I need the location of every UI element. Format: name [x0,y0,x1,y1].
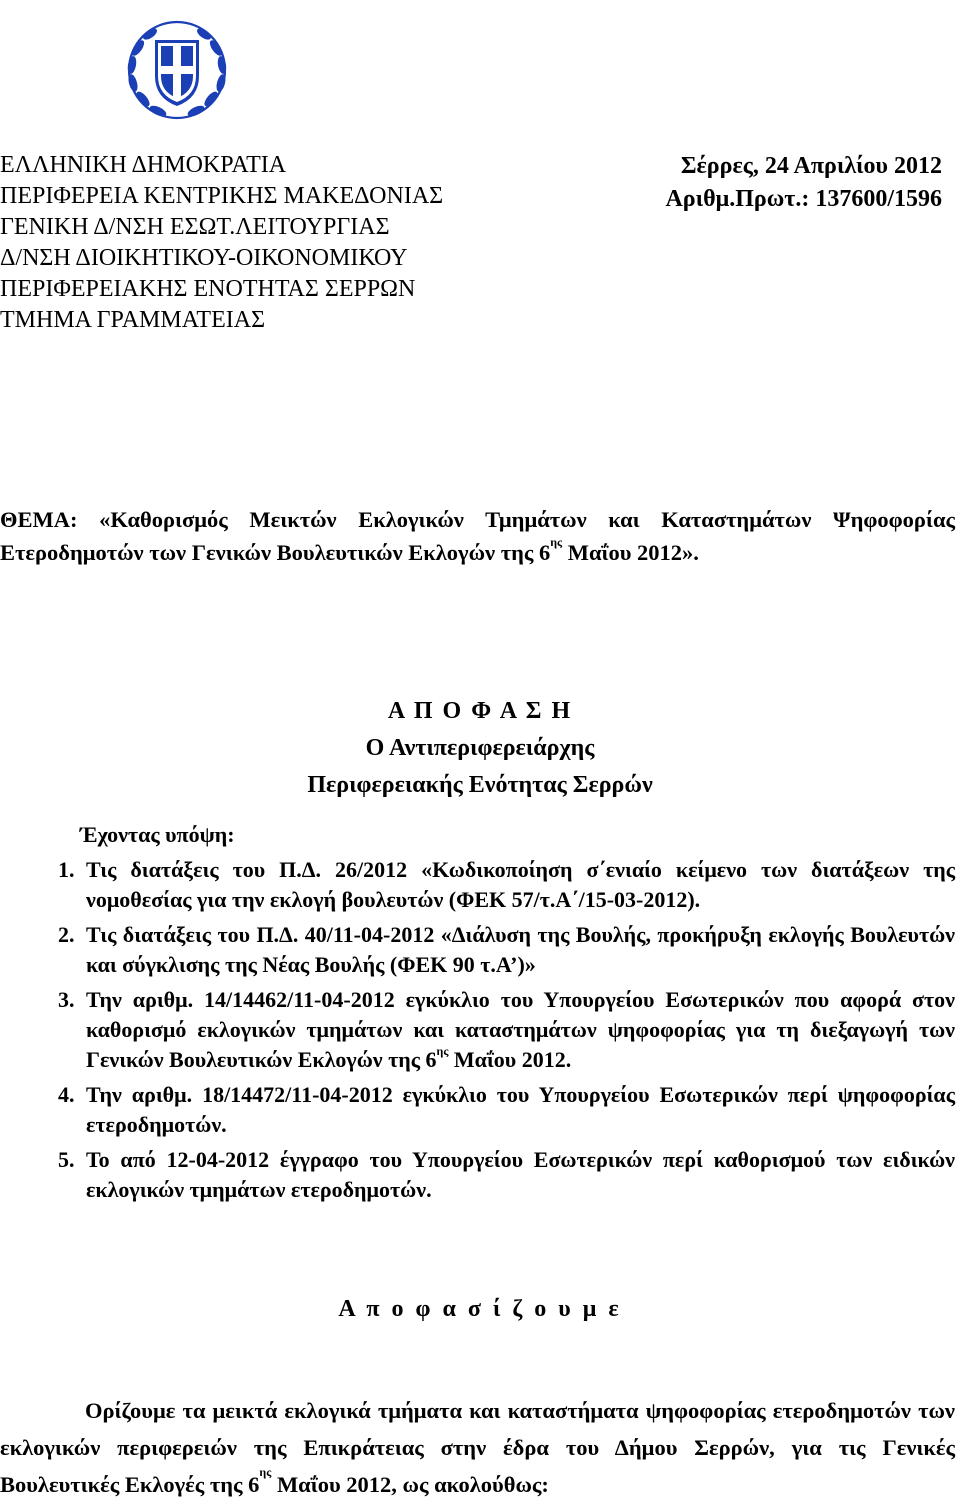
greek-coat-of-arms-icon [118,10,236,128]
issuer-line: ΕΛΛΗΝΙΚΗ ΔΗΜΟΚΡΑΤΙΑ [0,152,287,178]
issuer-block [0,150,443,336]
date-protocol-block [665,150,942,216]
considerations-list [0,855,955,1210]
ordinal-suffix: ης [550,535,563,549]
item-text: Τις διατάξεις του Π.Δ. 40/11-04-2012 «Διάλυση της Βουλής, προκήρυξη εκλογής Βουλευτών και σύγκλισης της Νέας Βουλής (ΦΕΚ 90 τ.Α’)» [86,922,955,977]
ordinal-suffix: ης [436,1044,449,1058]
list-item [0,985,955,1075]
list-item [0,920,955,980]
item-text: Την αριθμ. 18/14472/11-04-2012 εγκύκλιο του Υπουργείου Εσωτερικών περί ψηφοφορίας ετεροδημοτών. [86,1082,955,1137]
closing-text-end: Μαΐου 2012, ως ακολούθως: [271,1472,549,1497]
item-text: Το από 12-04-2012 έγγραφο του Υπουργείου Εσωτερικών περί καθορισμού των ειδικών εκλογικών τμημάτων ετεροδημοτών. [86,1147,955,1202]
closing-paragraph [0,1392,955,1503]
decision-title: Α Π Ο Φ Α Σ Η [387,698,573,724]
list-item [0,855,955,915]
decision-unit: Περιφερειακής Ενότητας Σερρών [307,772,653,798]
document-date: Σέρρες, 24 Απριλίου 2012 [680,153,942,179]
considering-label: Έχοντας υπόψη: [80,822,235,847]
issuer-line: ΠΕΡΙΦΕΡΕΙΑΚΗΣ ΕΝΟΤΗΤΑΣ ΣΕΡΡΩΝ [0,276,416,302]
item-number: 2. [58,922,75,947]
item-number: 1. [58,857,75,882]
issuer-line: ΠΕΡΙΦΕΡΕΙΑ ΚΕΝΤΡΙΚΗΣ ΜΑΚΕΔΟΝΙΑΣ [0,183,444,209]
subject-text: ΘΕΜΑ: «Καθορισμός Μεικτών Εκλογικών Τμημάτων και Καταστημάτων Ψηφοφορίας Ετεροδημοτών των Γενικών Βουλευτικών Εκλογών της 6 [0,507,955,565]
decision-heading [0,693,960,804]
item-text-end: Μαΐου 2012. [448,1047,572,1072]
issuer-line: ΓΕΝΙΚΗ Δ/ΝΣΗ ΕΣΩΤ.ΛΕΙΤΟΥΡΓΙΑΣ [0,214,390,240]
decide-heading: Α π ο φ α σ ί ζ ο υ μ ε [338,1296,622,1322]
item-number: 3. [58,987,75,1012]
subject-text-end: Μαΐου 2012». [562,540,699,565]
item-number: 5. [58,1147,75,1172]
closing-text: Ορίζουμε τα μεικτά εκλογικά τμήματα και καταστήματα ψηφοφορίας ετεροδημοτών των εκλογικών περιφερειών της Επικράτειας στην έδρα του Δήμου Σερρών, για τις Γενικές Βουλευτικές Εκλογές της 6 [0,1398,955,1497]
issuer-line: ΤΜΗΜΑ ΓΡΑΜΜΑΤΕΙΑΣ [0,307,266,333]
item-number: 4. [58,1082,75,1107]
item-text: Τις διατάξεις του Π.Δ. 26/2012 «Κωδικοποίηση σ΄ενιαίο κείμενο των διατάξεων της νομοθεσίας για την εκλογή βουλευτών (ΦΕΚ 57/τ.Α΄/15-03-2012). [86,857,955,912]
list-item [0,1145,955,1205]
list-item [0,1080,955,1140]
issuer-line: Δ/ΝΣΗ ΔΙΟΙΚΗΤΙΚΟΥ-ΟΙΚΟΝΟΜΙΚΟΥ [0,245,408,271]
protocol-number: Αριθμ.Πρωτ.: 137600/1596 [665,186,942,212]
subject [0,503,955,569]
ordinal-suffix: ης [259,1465,272,1479]
decision-authority: Ο Αντιπεριφερειάρχης [365,735,595,761]
item-text: Την αριθμ. 14/14462/11-04-2012 εγκύκλιο του Υπουργείου Εσωτερικών που αφορά στον καθορισμό εκλογικών τμημάτων και καταστημάτων ψηφοφορίας για τη διεξαγωγή των Γενικών Βουλευτικών Εκλογών της 6 [86,987,955,1072]
